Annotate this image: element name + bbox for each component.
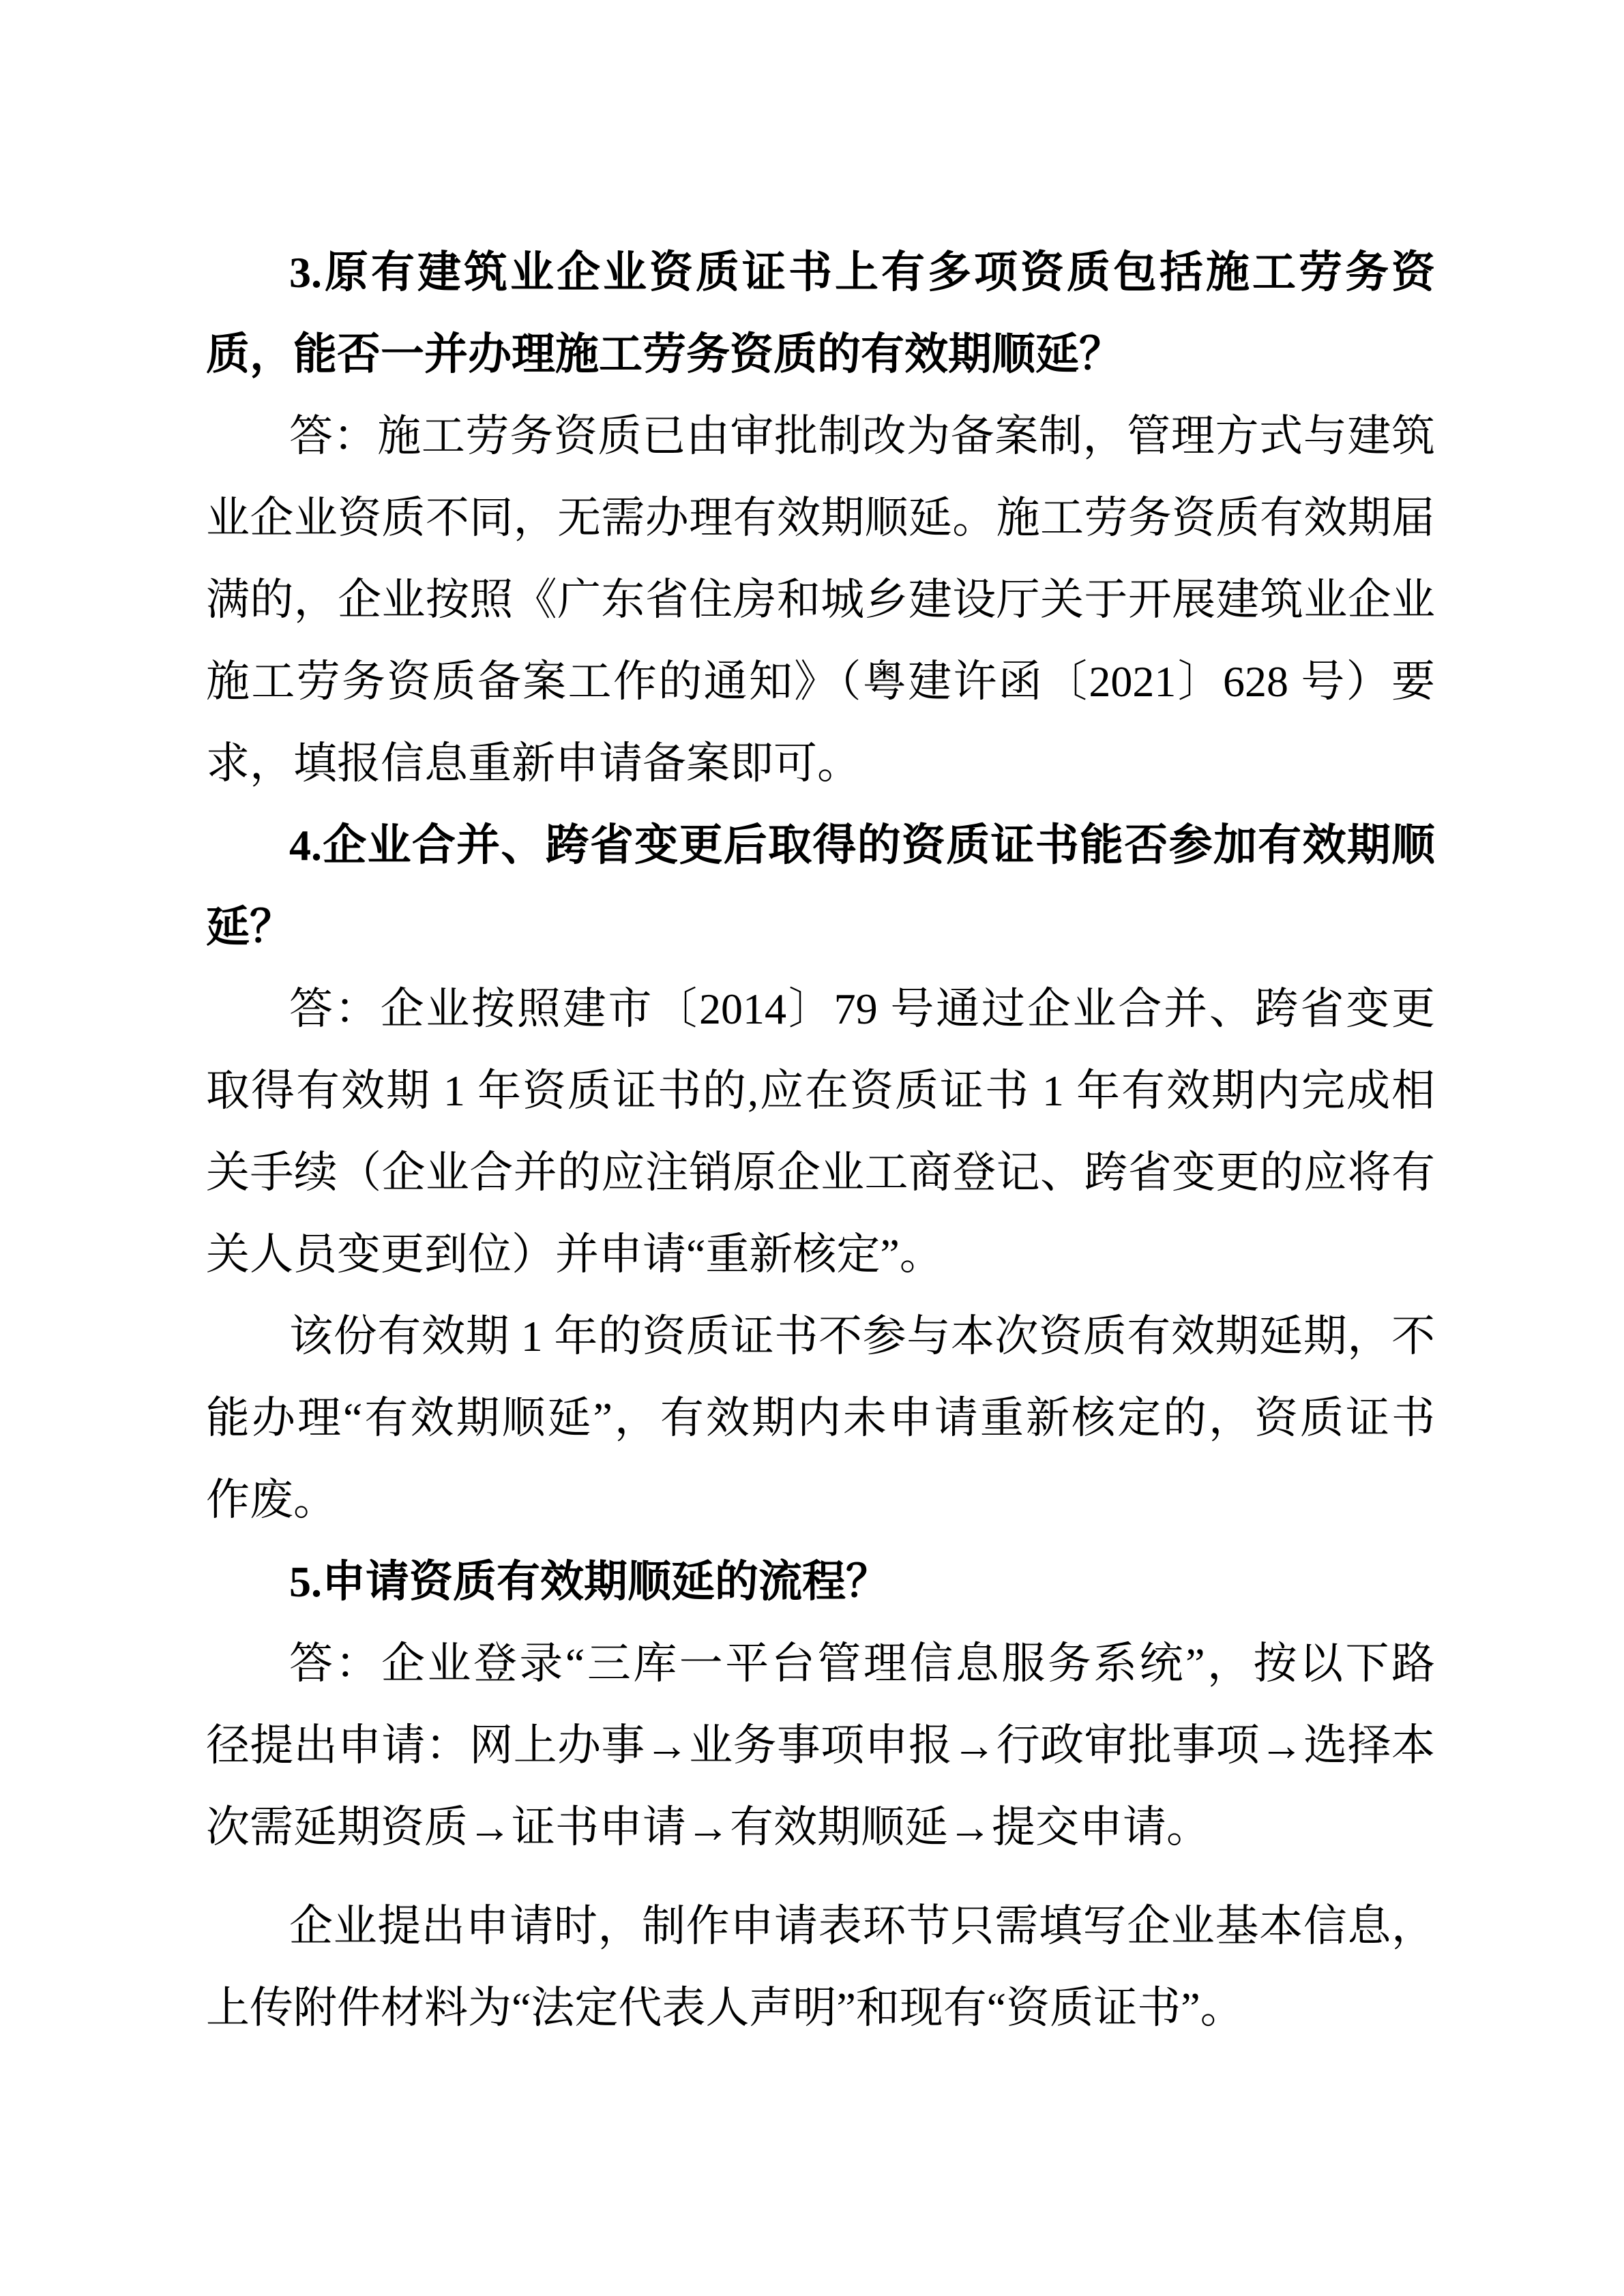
answer-4-paragraph2-line: 作废。 [206, 1476, 337, 1524]
answer-4-paragraph2-line: 该份有效期 1 年的资质证书不参与本次资质有效期延期，不 [289, 1312, 1435, 1360]
faq-text-block [206, 232, 1435, 2049]
answer-5-paragraph2-line: 上传附件材料为“法定代表人声明”和现有“资质证书”。 [206, 1984, 1244, 2032]
answer-4-line: 关人员变更到位）并申请“重新核定”。 [206, 1230, 943, 1279]
answer-4-paragraph2-line: 能办理“有效期顺延”，有效期内未申请重新核定的，资质证书 [206, 1394, 1435, 1442]
answer-5-paragraph2-line: 企业提出申请时，制作申请表环节只需填写企业基本信息， [289, 1902, 1435, 1950]
question-3-line: 3.原有建筑业企业资质证书上有多项资质包括施工劳务资 [289, 248, 1435, 297]
answer-5-line: 答：企业登录“三库一平台管理信息服务系统”，按以下路 [289, 1639, 1435, 1688]
answer-5-line: 次需延期资质→证书申请→有效期顺延→提交申请。 [206, 1803, 1210, 1851]
answer-3-line: 业企业资质不同，无需办理有效期顺延。施工劳务资质有效期届 [206, 494, 1435, 542]
question-5-line: 5.申请资质有效期顺延的流程？ [289, 1557, 889, 1606]
answer-3-line: 答：施工劳务资质已由审批制改为备案制，管理方式与建筑 [289, 412, 1435, 460]
answer-4-line: 答：企业按照建市〔2014〕79 号通过企业合并、跨省变更 [289, 985, 1435, 1033]
answer-4-line: 关手续（企业合并的应注销原企业工商登记、跨省变更的应将有 [206, 1148, 1435, 1197]
answer-3-line: 施工劳务资质备案工作的通知》（粤建许函〔2021〕628 号）要 [206, 657, 1435, 706]
answer-5-line: 径提出申请：网上办事→业务事项申报→行政审批事项→选择本 [206, 1721, 1435, 1770]
question-4-line: 4.企业合并、跨省变更后取得的资质证书能否参加有效期顺 [289, 821, 1435, 869]
answer-3-line: 满的，企业按照《广东省住房和城乡建设厅关于开展建筑业企业 [206, 576, 1435, 624]
answer-3-line: 求，填报信息重新申请备案即可。 [206, 739, 861, 788]
question-3-line: 质，能否一并办理施工劳务资质的有效期顺延？ [206, 330, 1123, 378]
answer-4-line: 取得有效期 1 年资质证书的,应在资质证书 1 年有效期内完成相 [206, 1067, 1435, 1115]
question-4-line: 延？ [206, 903, 293, 951]
